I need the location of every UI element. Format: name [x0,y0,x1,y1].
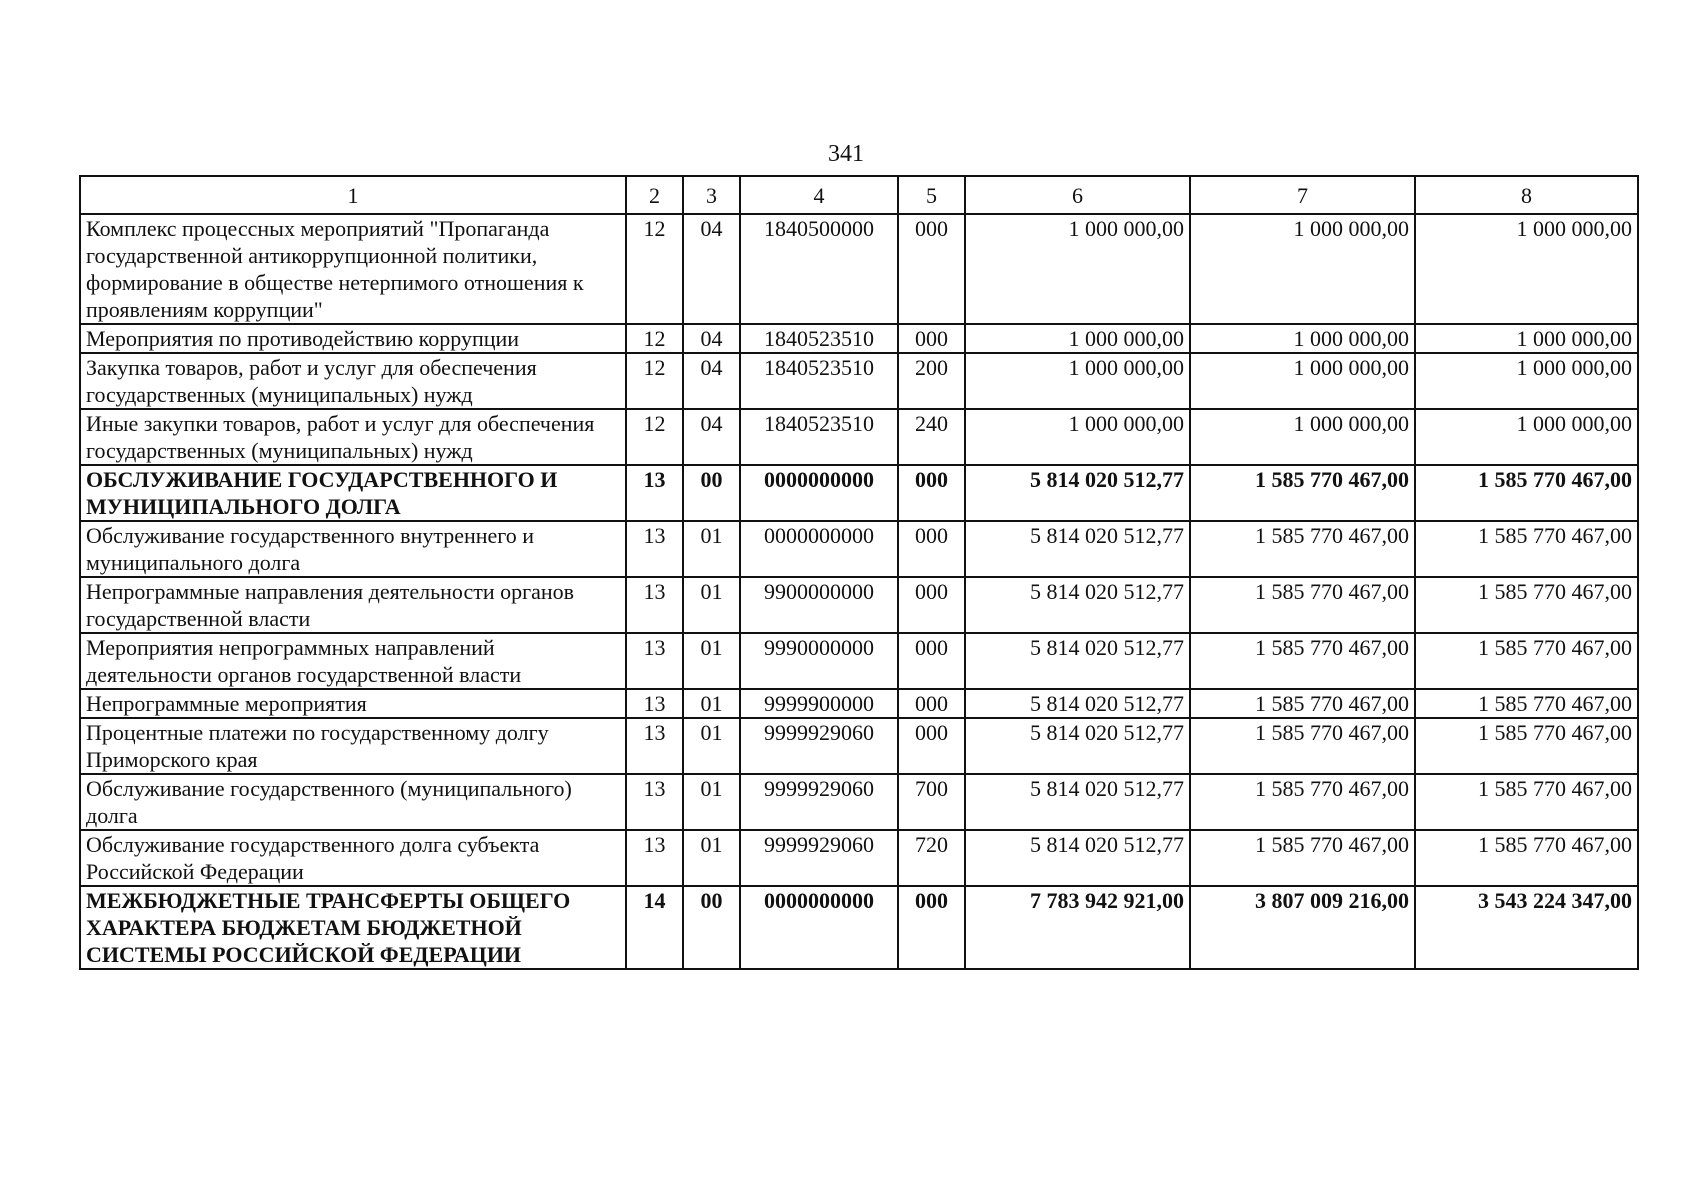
row-amount-col8: 3 543 224 347,00 [1415,886,1638,969]
row-subsection-code: 00 [683,465,740,521]
table-row [80,521,1638,577]
row-expense-type-code: 000 [898,521,965,577]
column-header: 8 [1415,176,1638,214]
row-amount-col8: 1 585 770 467,00 [1415,774,1638,830]
row-amount-col6: 1 000 000,00 [965,353,1190,409]
row-amount-col8: 1 585 770 467,00 [1415,689,1638,718]
table-row [80,465,1638,521]
row-subsection-code: 01 [683,633,740,689]
row-amount-col6: 5 814 020 512,77 [965,830,1190,886]
column-header: 3 [683,176,740,214]
row-amount-col7: 1 585 770 467,00 [1190,830,1415,886]
column-header: 4 [740,176,898,214]
row-amount-col7: 1 585 770 467,00 [1190,718,1415,774]
row-expense-type-code: 700 [898,774,965,830]
row-target-article-code: 1840500000 [740,214,898,324]
row-target-article-code: 9900000000 [740,577,898,633]
row-target-article-code: 9999929060 [740,718,898,774]
row-section-code: 14 [626,886,683,969]
table-row [80,324,1638,353]
table-row [80,633,1638,689]
row-target-article-code: 1840523510 [740,324,898,353]
row-expense-type-code: 000 [898,886,965,969]
row-amount-col7: 1 000 000,00 [1190,324,1415,353]
row-target-article-code: 0000000000 [740,886,898,969]
table-row [80,886,1638,969]
row-amount-col7: 1 000 000,00 [1190,214,1415,324]
table-row [80,353,1638,409]
row-amount-col6: 5 814 020 512,77 [965,718,1190,774]
row-section-code: 13 [626,689,683,718]
column-header: 1 [80,176,626,214]
row-section-code: 13 [626,577,683,633]
row-target-article-code: 9999929060 [740,774,898,830]
row-subsection-code: 04 [683,409,740,465]
table-row [80,718,1638,774]
row-name: Непрограммные направления деятельности органов государственной власти [80,577,626,633]
row-section-code: 13 [626,774,683,830]
row-amount-col7: 1 585 770 467,00 [1190,577,1415,633]
row-expense-type-code: 720 [898,830,965,886]
row-amount-col8: 1 585 770 467,00 [1415,718,1638,774]
table-row [80,214,1638,324]
row-subsection-code: 01 [683,689,740,718]
row-amount-col8: 1 000 000,00 [1415,409,1638,465]
table-row [80,774,1638,830]
row-target-article-code: 9999929060 [740,830,898,886]
page-number: 341 [828,141,864,167]
row-amount-col8: 1 000 000,00 [1415,353,1638,409]
row-amount-col6: 5 814 020 512,77 [965,465,1190,521]
row-section-code: 12 [626,214,683,324]
row-subsection-code: 01 [683,521,740,577]
row-amount-col6: 5 814 020 512,77 [965,577,1190,633]
header-row [80,176,1638,214]
row-subsection-code: 01 [683,718,740,774]
row-name: Мероприятия по противодействию коррупции [80,324,626,353]
row-amount-col7: 1 585 770 467,00 [1190,521,1415,577]
row-amount-col8: 1 000 000,00 [1415,214,1638,324]
row-expense-type-code: 000 [898,633,965,689]
row-section-code: 12 [626,353,683,409]
row-amount-col8: 1 585 770 467,00 [1415,521,1638,577]
row-amount-col7: 1 585 770 467,00 [1190,633,1415,689]
row-expense-type-code: 240 [898,409,965,465]
row-amount-col6: 5 814 020 512,77 [965,521,1190,577]
row-amount-col8: 1 585 770 467,00 [1415,633,1638,689]
row-amount-col7: 1 585 770 467,00 [1190,689,1415,718]
row-amount-col7: 1 585 770 467,00 [1190,774,1415,830]
row-amount-col6: 1 000 000,00 [965,409,1190,465]
row-section-code: 13 [626,521,683,577]
row-section-code: 12 [626,324,683,353]
row-amount-col6: 5 814 020 512,77 [965,633,1190,689]
row-target-article-code: 0000000000 [740,521,898,577]
row-expense-type-code: 000 [898,324,965,353]
row-target-article-code: 1840523510 [740,409,898,465]
row-name: Процентные платежи по государственному долгу Приморского края [80,718,626,774]
row-name: Мероприятия непрограммных направлений деятельности органов государственной власти [80,633,626,689]
row-name: Обслуживание государственного внутреннего и муниципального долга [80,521,626,577]
row-amount-col6: 1 000 000,00 [965,214,1190,324]
row-subsection-code: 01 [683,830,740,886]
row-amount-col7: 1 000 000,00 [1190,409,1415,465]
column-header: 6 [965,176,1190,214]
row-amount-col6: 1 000 000,00 [965,324,1190,353]
row-target-article-code: 1840523510 [740,353,898,409]
row-name: Обслуживание государственного (муниципального) долга [80,774,626,830]
row-amount-col8: 1 585 770 467,00 [1415,577,1638,633]
row-subsection-code: 01 [683,577,740,633]
table-row [80,689,1638,718]
table-body [80,214,1638,969]
row-amount-col6: 5 814 020 512,77 [965,689,1190,718]
row-name: Комплекс процессных мероприятий "Пропаганда государственной антикоррупционной политики, формирование в обществе нетерпимого отношения к проявлениям коррупции" [80,214,626,324]
row-name: МЕЖБЮДЖЕТНЫЕ ТРАНСФЕРТЫ ОБЩЕГО ХАРАКТЕРА БЮДЖЕТАМ БЮДЖЕТНОЙ СИСТЕМЫ РОССИЙСКОЙ ФЕДЕРАЦИИ [80,886,626,969]
row-name: ОБСЛУЖИВАНИЕ ГОСУДАРСТВЕННОГО И МУНИЦИПАЛЬНОГО ДОЛГА [80,465,626,521]
row-amount-col7: 3 807 009 216,00 [1190,886,1415,969]
row-expense-type-code: 200 [898,353,965,409]
row-amount-col7: 1 585 770 467,00 [1190,465,1415,521]
column-header: 2 [626,176,683,214]
row-section-code: 13 [626,830,683,886]
row-expense-type-code: 000 [898,214,965,324]
row-section-code: 13 [626,718,683,774]
table-row [80,409,1638,465]
row-expense-type-code: 000 [898,718,965,774]
row-target-article-code: 9999900000 [740,689,898,718]
row-amount-col6: 5 814 020 512,77 [965,774,1190,830]
row-target-article-code: 9990000000 [740,633,898,689]
row-subsection-code: 04 [683,353,740,409]
row-name: Непрограммные мероприятия [80,689,626,718]
row-subsection-code: 00 [683,886,740,969]
row-expense-type-code: 000 [898,465,965,521]
row-name: Обслуживание государственного долга субъекта Российской Федерации [80,830,626,886]
row-section-code: 12 [626,409,683,465]
column-header: 5 [898,176,965,214]
row-amount-col8: 1 585 770 467,00 [1415,465,1638,521]
row-expense-type-code: 000 [898,577,965,633]
row-subsection-code: 04 [683,324,740,353]
budget-table [79,175,1639,970]
row-amount-col8: 1 000 000,00 [1415,324,1638,353]
row-subsection-code: 04 [683,214,740,324]
row-amount-col7: 1 000 000,00 [1190,353,1415,409]
row-target-article-code: 0000000000 [740,465,898,521]
table-row [80,830,1638,886]
row-section-code: 13 [626,633,683,689]
table-row [80,577,1638,633]
column-header: 7 [1190,176,1415,214]
row-amount-col8: 1 585 770 467,00 [1415,830,1638,886]
row-name: Иные закупки товаров, работ и услуг для обеспечения государственных (муниципальных) нужд [80,409,626,465]
row-name: Закупка товаров, работ и услуг для обеспечения государственных (муниципальных) нужд [80,353,626,409]
row-expense-type-code: 000 [898,689,965,718]
row-subsection-code: 01 [683,774,740,830]
row-section-code: 13 [626,465,683,521]
row-amount-col6: 7 783 942 921,00 [965,886,1190,969]
